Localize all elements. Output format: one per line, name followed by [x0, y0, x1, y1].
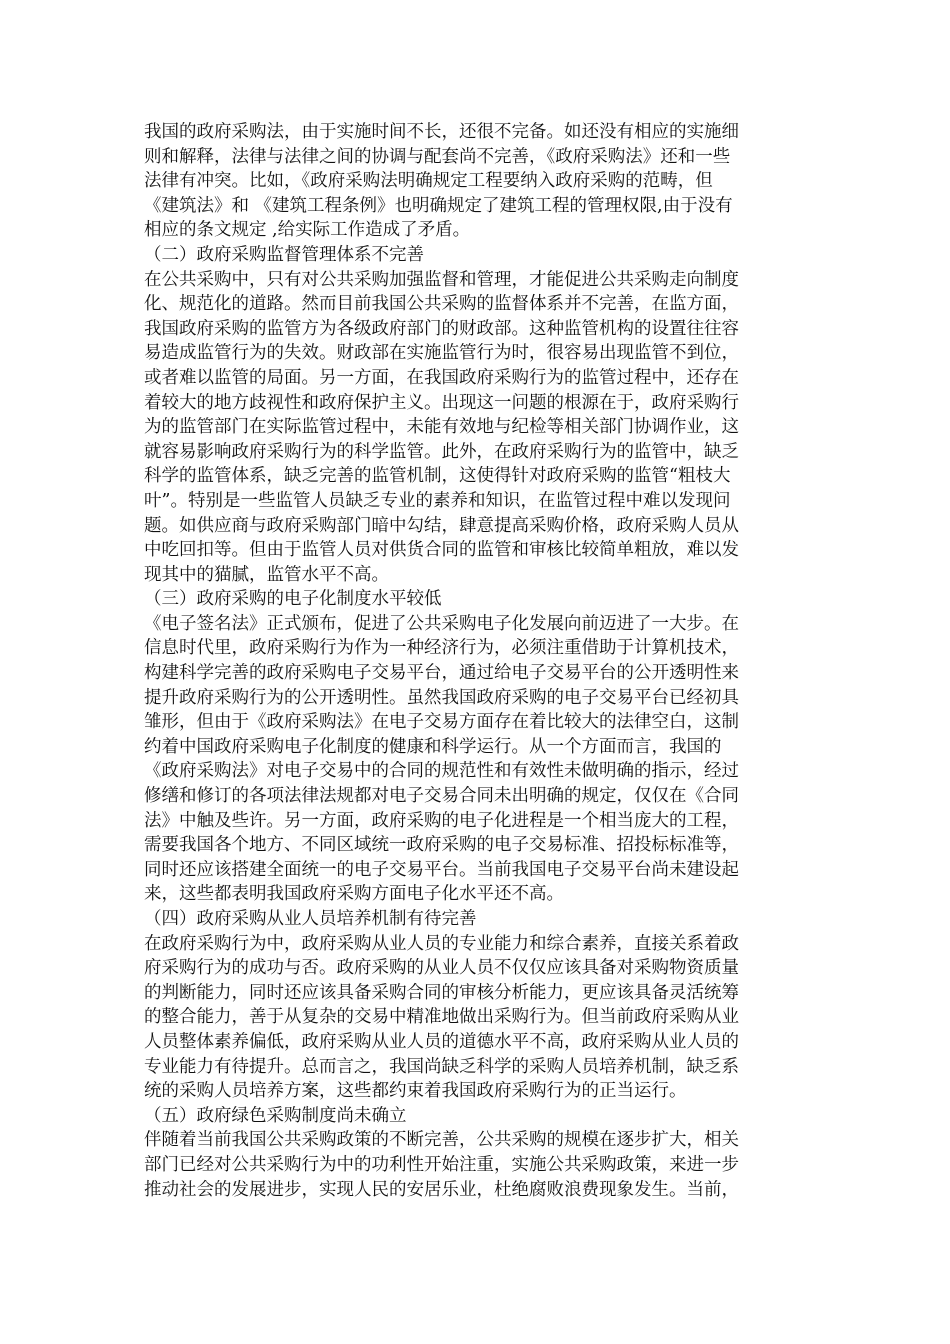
- text-line: 化、规范化的道路。然而目前我国公共采购的监督体系并不完善，在监方面，: [144, 294, 739, 315]
- text-line: 信息时代里，政府采购行为作为一种经济行为，必须注重借助于计算机技术，: [144, 638, 739, 659]
- document-body: [144, 120, 808, 1202]
- text-line: 推动社会的发展进步，实现人民的安居乐业，杜绝腐败浪费现象发生。当前，: [144, 1179, 739, 1200]
- section-heading: （二）政府采购监督管理体系不完善: [144, 244, 424, 265]
- text-line: 的判断能力，同时还应该具备采购合同的审核分析能力，更应该具备灵活统筹: [144, 982, 739, 1003]
- text-line: 专业能力有待提升。总而言之，我国尚缺乏科学的采购人员培养机制，缺乏系: [144, 1056, 739, 1077]
- text-line: 则和解释，法律与法律之间的协调与配套尚不完善，《政府采购法》还和一些: [144, 146, 731, 167]
- section-heading: （四）政府采购从业人员培养机制有待完善: [144, 909, 477, 929]
- text-line: 或者难以监管的局面。另一方面，在我国政府采购行为的监管过程中，还存在: [144, 367, 739, 388]
- text-line: 修缮和修订的各项法律法规都对电子交易合同未出明确的规定，仅仅在《合同: [144, 786, 739, 807]
- text-line: 相应的条文规定 ,给实际工作造成了矛盾。: [144, 220, 471, 241]
- text-line: 题。如供应商与政府采购部门暗中勾结，肆意提高采购价格，政府采购人员从: [144, 515, 739, 536]
- text-line: 《建筑法》和 《建筑工程条例》也明确规定了建筑工程的管理权限,由于没有: [144, 195, 733, 216]
- text-line: 部门已经对公共采购行为中的功利性开始注重，实施公共采购政策，来进一步: [144, 1154, 739, 1175]
- text-line: 科学的监管体系，缺乏完善的监管机制，这使得针对政府采购的监管“粗枝大: [144, 466, 731, 487]
- text-line: 为的监管部门在实际监管过程中，未能有效地与纪检等相关部门协调作业，这: [144, 417, 739, 438]
- text-line: 我国的政府采购法，由于实施时间不长，还很不完备。如还没有相应的实施细: [144, 122, 739, 142]
- section-heading: （三）政府采购的电子化制度水平较低: [144, 589, 442, 610]
- text-line: 提升政府采购行为的公开透明性。虽然我国政府采购的电子交易平台已经初具: [144, 687, 739, 708]
- text-line: 叶”。特别是一些监管人员缺乏专业的素养和知识，在监管过程中难以发现问: [144, 490, 731, 511]
- text-line: 伴随着当前我国公共采购政策的不断完善，公共采购的规模在逐步扩大，相关: [144, 1130, 739, 1151]
- text-line: 府采购行为的成功与否。政府采购的从业人员不仅仅应该具备对采购物资质量: [144, 958, 739, 979]
- text-line: 雏形，但由于《政府采购法》在电子交易方面存在着比较大的法律空白，这制: [144, 712, 739, 733]
- text-line: 构建科学完善的政府采购电子交易平台，通过给电子交易平台的公开透明性来: [144, 663, 739, 684]
- text-line: 法律有冲突。比如，《政府采购法明确规定工程要纳入政府采购的范畴，但: [144, 171, 713, 192]
- text-line: 易造成监管行为的失效。财政部在实施监管行为时，很容易出现监管不到位，: [144, 343, 739, 364]
- text-line: 来，这些都表明我国政府采购方面电子化水平还不高。: [144, 884, 564, 905]
- text-line: 约着中国政府采购电子化制度的健康和科学运行。从一个方面而言，我国的: [144, 736, 722, 757]
- section-heading: （五）政府绿色采购制度尚未确立: [144, 1105, 407, 1126]
- text-line: 的整合能力，善于从复杂的交易中精准地做出采购行为。但当前政府采购从业: [144, 1007, 739, 1028]
- text-line: 就容易影响政府采购行为的科学监管。此外，在政府采购行为的监管中，缺乏: [144, 441, 739, 462]
- text-line: 《政府采购法》对电子交易中的合同的规范性和有效性未做明确的指示，经过: [144, 761, 739, 782]
- text-line: 我国政府采购的监管方为各级政府部门的财政部。这种监管机构的设置往往容: [144, 318, 739, 339]
- text-line: 在公共采购中，只有对公共采购加强监督和管理，才能促进公共采购走向制度: [144, 269, 739, 290]
- text-line: 统的采购人员培养方案，这些都约束着我国政府采购行为的正当运行。: [144, 1081, 687, 1102]
- text-line: 同时还应该搭建全面统一的电子交易平台。当前我国电子交易平台尚未建设起: [144, 859, 739, 880]
- text-line: 《电子签名法》正式颁布，促进了公共采购电子化发展向前迈进了一大步。在: [144, 613, 739, 634]
- text-line: 着较大的地方歧视性和政府保护主义。出现这一问题的根源在于，政府采购行: [144, 392, 739, 413]
- text-line: 在政府采购行为中，政府采购从业人员的专业能力和综合素养，直接关系着政: [144, 933, 739, 954]
- text-line: 需要我国各个地方、不同区域统一政府采购的电子交易标准、招投标标准等，: [144, 835, 739, 856]
- text-line: 法》中触及些许。另一方面，政府采购的电子化进程是一个相当庞大的工程，: [144, 810, 739, 831]
- text-line: 现其中的猫腻，监管水平不高。: [144, 564, 389, 585]
- text-line: 人员整体素养偏低，政府采购从业人员的道德水平不高，政府采购从业人员的: [144, 1031, 739, 1052]
- text-line: 中吃回扣等。但由于监管人员对供货合同的监管和审核比较简单粗放，难以发: [144, 540, 739, 561]
